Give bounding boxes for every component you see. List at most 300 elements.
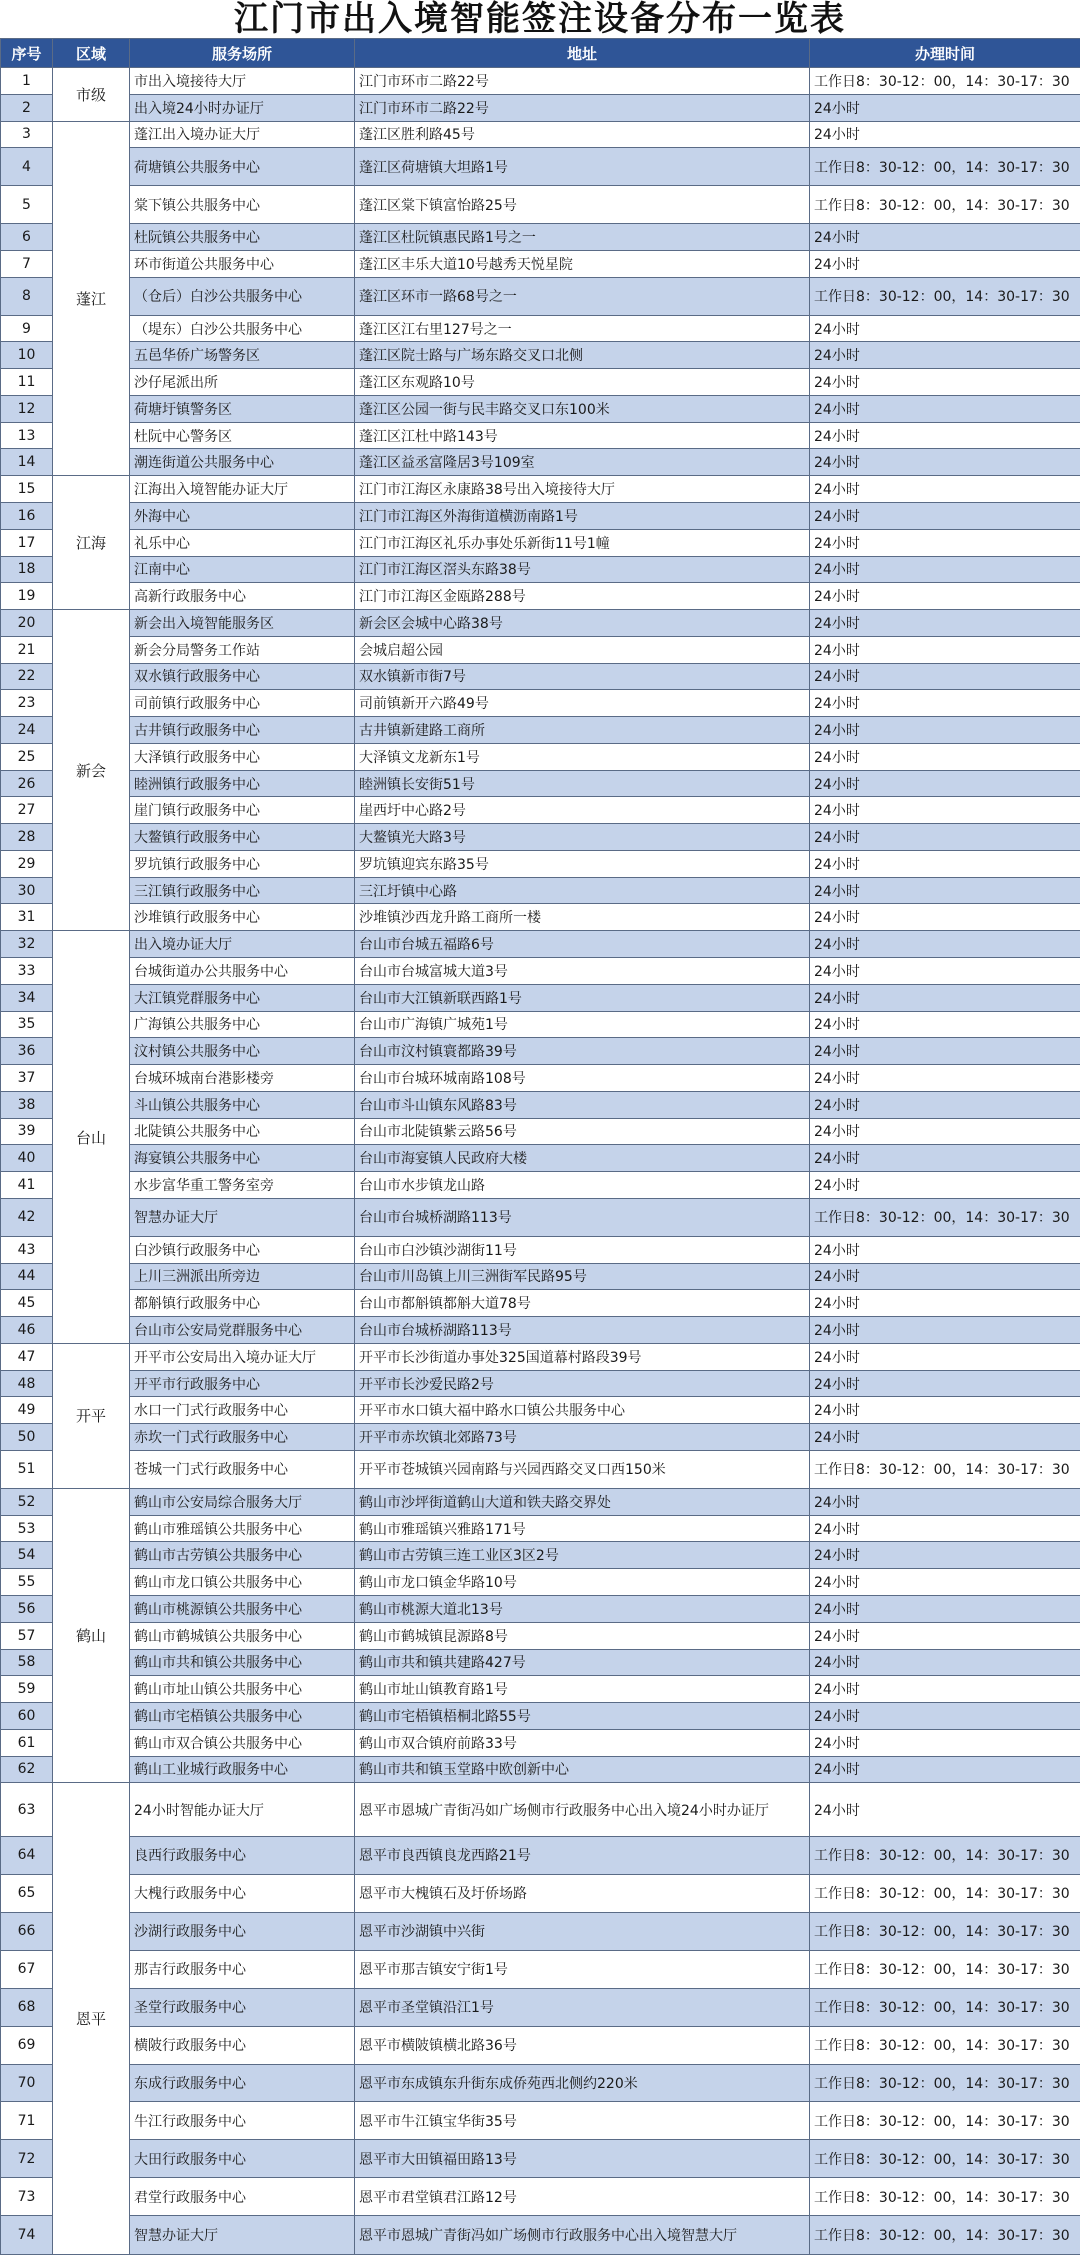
row-number: 25 xyxy=(1,743,53,770)
hours-cell: 工作日8：30-12：00，14：30-17：30 xyxy=(810,68,1080,95)
row-number: 27 xyxy=(1,797,53,824)
table-row xyxy=(1,68,1080,95)
venue-cell: 双水镇行政服务中心 xyxy=(130,663,355,690)
table-row xyxy=(1,850,1080,877)
table-row xyxy=(1,186,1080,224)
venue-cell: 江海出入境智能办证大厅 xyxy=(130,476,355,503)
row-number: 61 xyxy=(1,1729,53,1756)
header-hours: 办理时间 xyxy=(810,39,1080,68)
address-cell: 蓬江区院士路与广场东路交叉口北侧 xyxy=(355,342,810,369)
table-row xyxy=(1,2216,1080,2255)
venue-cell: 开平市公安局出入境办证大厅 xyxy=(130,1343,355,1370)
row-number: 33 xyxy=(1,958,53,985)
table-row xyxy=(1,1290,1080,1317)
hours-cell: 工作日8：30-12：00，14：30-17：30 xyxy=(810,148,1080,186)
hours-cell: 24小时 xyxy=(810,636,1080,663)
hours-cell: 工作日8：30-12：00，14：30-17：30 xyxy=(810,1198,1080,1236)
hours-cell: 24小时 xyxy=(810,342,1080,369)
venue-cell: 君堂行政服务中心 xyxy=(130,2178,355,2216)
row-number: 48 xyxy=(1,1370,53,1397)
row-number: 19 xyxy=(1,583,53,610)
venue-cell: 出入境24小时办证厅 xyxy=(130,94,355,121)
district-cell: 蓬江 xyxy=(53,121,130,476)
table-row xyxy=(1,1569,1080,1596)
table-row xyxy=(1,121,1080,148)
address-cell: 台山市北陡镇紫云路56号 xyxy=(355,1118,810,1145)
row-number: 13 xyxy=(1,422,53,449)
table-row xyxy=(1,1488,1080,1515)
venue-cell: 鹤山市双合镇公共服务中心 xyxy=(130,1729,355,1756)
table-row xyxy=(1,610,1080,637)
venue-cell: 横陂行政服务中心 xyxy=(130,2026,355,2064)
address-cell: 鹤山市共和镇玉堂路中欧创新中心 xyxy=(355,1756,810,1783)
hours-cell: 24小时 xyxy=(810,1515,1080,1542)
header-venue: 服务场所 xyxy=(130,39,355,68)
address-cell: 新会区会城中心路38号 xyxy=(355,610,810,637)
address-cell: 台山市广海镇广城苑1号 xyxy=(355,1011,810,1038)
row-number: 1 xyxy=(1,68,53,95)
row-number: 14 xyxy=(1,449,53,476)
row-number: 28 xyxy=(1,824,53,851)
table-row xyxy=(1,94,1080,121)
row-number: 45 xyxy=(1,1290,53,1317)
venue-cell: 大泽镇行政服务中心 xyxy=(130,743,355,770)
address-cell: 蓬江区棠下镇富怡路25号 xyxy=(355,186,810,224)
hours-cell: 工作日8：30-12：00，14：30-17：30 xyxy=(810,186,1080,224)
hours-cell: 24小时 xyxy=(810,1065,1080,1092)
address-cell: 大泽镇文龙新东1号 xyxy=(355,743,810,770)
hours-cell: 工作日8：30-12：00，14：30-17：30 xyxy=(810,277,1080,315)
header-district: 区域 xyxy=(53,39,130,68)
address-cell: 蓬江区荷塘镇大坦路1号 xyxy=(355,148,810,186)
row-number: 41 xyxy=(1,1172,53,1199)
row-number: 36 xyxy=(1,1038,53,1065)
venue-cell: 鹤山市共和镇公共服务中心 xyxy=(130,1649,355,1676)
venue-cell: 高新行政服务中心 xyxy=(130,583,355,610)
venue-cell: 出入境办证大厅 xyxy=(130,931,355,958)
hours-cell: 24小时 xyxy=(810,1542,1080,1569)
venue-cell: 大田行政服务中心 xyxy=(130,2140,355,2178)
table-row xyxy=(1,931,1080,958)
table-row xyxy=(1,1091,1080,1118)
address-cell: 鹤山市宅梧镇梧桐北路55号 xyxy=(355,1703,810,1730)
table-row xyxy=(1,636,1080,663)
address-cell: 恩平市大槐镇石及圩侨场路 xyxy=(355,1874,810,1912)
hours-cell: 24小时 xyxy=(810,1290,1080,1317)
venue-cell: 杜阮镇公共服务中心 xyxy=(130,224,355,251)
hours-cell: 24小时 xyxy=(810,224,1080,251)
table-row xyxy=(1,583,1080,610)
table-row xyxy=(1,1756,1080,1783)
row-number: 44 xyxy=(1,1263,53,1290)
table-row xyxy=(1,1783,1080,1837)
hours-cell: 工作日8：30-12：00，14：30-17：30 xyxy=(810,2102,1080,2140)
address-cell: 蓬江区杜阮镇惠民路1号之一 xyxy=(355,224,810,251)
venue-cell: 圣堂行政服务中心 xyxy=(130,1988,355,2026)
address-cell: 崖西圩中心路2号 xyxy=(355,797,810,824)
address-cell: 开平市苍城镇兴园南路与兴园西路交叉口西150米 xyxy=(355,1450,810,1488)
hours-cell: 24小时 xyxy=(810,877,1080,904)
address-cell: 蓬江区东观路10号 xyxy=(355,369,810,396)
hours-cell: 24小时 xyxy=(810,395,1080,422)
table-row xyxy=(1,1450,1080,1488)
row-number: 66 xyxy=(1,1912,53,1950)
table-row xyxy=(1,1912,1080,1950)
hours-cell: 24小时 xyxy=(810,1118,1080,1145)
venue-cell: 市出入境接待大厅 xyxy=(130,68,355,95)
address-cell: 台山市台城桥湖路113号 xyxy=(355,1317,810,1344)
table-row xyxy=(1,1397,1080,1424)
row-number: 11 xyxy=(1,369,53,396)
address-cell: 蓬江区益丞富隆居3号109室 xyxy=(355,449,810,476)
address-cell: 司前镇新开六路49号 xyxy=(355,690,810,717)
hours-cell: 24小时 xyxy=(810,121,1080,148)
row-number: 18 xyxy=(1,556,53,583)
address-cell: 江门市环市二路22号 xyxy=(355,94,810,121)
venue-cell: 大槐行政服务中心 xyxy=(130,1874,355,1912)
venue-cell: 环市街道公共服务中心 xyxy=(130,250,355,277)
venue-cell: 上川三洲派出所旁边 xyxy=(130,1263,355,1290)
hours-cell: 24小时 xyxy=(810,422,1080,449)
address-cell: 恩平市牛江镇宝华街35号 xyxy=(355,2102,810,2140)
hours-cell: 24小时 xyxy=(810,1343,1080,1370)
venue-cell: 赤坎一门式行政服务中心 xyxy=(130,1424,355,1451)
district-cell: 新会 xyxy=(53,610,130,931)
address-cell: 沙堆镇沙西龙升路工商所一楼 xyxy=(355,904,810,931)
row-number: 8 xyxy=(1,277,53,315)
row-number: 10 xyxy=(1,342,53,369)
address-cell: 会城启超公园 xyxy=(355,636,810,663)
row-number: 17 xyxy=(1,529,53,556)
venue-cell: 北陡镇公共服务中心 xyxy=(130,1118,355,1145)
venue-cell: 鹤山市公安局综合服务大厅 xyxy=(130,1488,355,1515)
table-row xyxy=(1,1370,1080,1397)
address-cell: 台山市汶村镇寰都路39号 xyxy=(355,1038,810,1065)
table-row xyxy=(1,1729,1080,1756)
address-cell: 鹤山市古劳镇三连工业区3区2号 xyxy=(355,1542,810,1569)
hours-cell: 24小时 xyxy=(810,1622,1080,1649)
address-cell: 鹤山市鹤城镇昆源路8号 xyxy=(355,1622,810,1649)
table-row xyxy=(1,1622,1080,1649)
table-row xyxy=(1,2064,1080,2102)
hours-cell: 24小时 xyxy=(810,610,1080,637)
venue-cell: 大鳌镇行政服务中心 xyxy=(130,824,355,851)
table-row xyxy=(1,2178,1080,2216)
hours-cell: 24小时 xyxy=(810,1595,1080,1622)
venue-cell: 司前镇行政服务中心 xyxy=(130,690,355,717)
hours-cell: 24小时 xyxy=(810,958,1080,985)
table-row xyxy=(1,342,1080,369)
row-number: 16 xyxy=(1,503,53,530)
venue-cell: 礼乐中心 xyxy=(130,529,355,556)
table-row xyxy=(1,717,1080,744)
address-cell: 台山市台城桥湖路113号 xyxy=(355,1198,810,1236)
venue-cell: 鹤山市鹤城镇公共服务中心 xyxy=(130,1622,355,1649)
venue-cell: 汶村镇公共服务中心 xyxy=(130,1038,355,1065)
hours-cell: 工作日8：30-12：00，14：30-17：30 xyxy=(810,2064,1080,2102)
hours-cell: 24小时 xyxy=(810,1569,1080,1596)
venue-cell: 睦洲镇行政服务中心 xyxy=(130,770,355,797)
address-cell: 江门市江海区礼乐办事处乐新街11号1幢 xyxy=(355,529,810,556)
address-cell: 恩平市横陂镇横北路36号 xyxy=(355,2026,810,2064)
table-row xyxy=(1,2102,1080,2140)
table-row xyxy=(1,743,1080,770)
row-number: 52 xyxy=(1,1488,53,1515)
address-cell: 鹤山市共和镇共建路427号 xyxy=(355,1649,810,1676)
address-cell: 蓬江区丰乐大道10号越秀天悦星院 xyxy=(355,250,810,277)
hours-cell: 24小时 xyxy=(810,1317,1080,1344)
row-number: 50 xyxy=(1,1424,53,1451)
table-row xyxy=(1,277,1080,315)
address-cell: 恩平市恩城广青街冯如广场侧市行政服务中心出入境24小时办证厅 xyxy=(355,1783,810,1837)
venue-cell: 沙湖行政服务中心 xyxy=(130,1912,355,1950)
table-row xyxy=(1,1263,1080,1290)
row-number: 58 xyxy=(1,1649,53,1676)
hours-cell: 工作日8：30-12：00，14：30-17：30 xyxy=(810,2026,1080,2064)
venue-cell: 罗坑镇行政服务中心 xyxy=(130,850,355,877)
hours-cell: 工作日8：30-12：00，14：30-17：30 xyxy=(810,2178,1080,2216)
address-cell: 恩平市大田镇福田路13号 xyxy=(355,2140,810,2178)
row-number: 55 xyxy=(1,1569,53,1596)
address-cell: 三江圩镇中心路 xyxy=(355,877,810,904)
address-cell: 蓬江区公园一街与民丰路交叉口东100米 xyxy=(355,395,810,422)
hours-cell: 24小时 xyxy=(810,931,1080,958)
venue-cell: 新会出入境智能服务区 xyxy=(130,610,355,637)
table-row xyxy=(1,395,1080,422)
row-number: 72 xyxy=(1,2140,53,2178)
row-number: 31 xyxy=(1,904,53,931)
hours-cell: 24小时 xyxy=(810,529,1080,556)
district-cell: 恩平 xyxy=(53,1783,130,2255)
table-row xyxy=(1,770,1080,797)
hours-cell: 工作日8：30-12：00，14：30-17：30 xyxy=(810,1912,1080,1950)
table-row xyxy=(1,1424,1080,1451)
address-cell: 古井镇新建路工商所 xyxy=(355,717,810,744)
table-row xyxy=(1,1950,1080,1988)
table-row xyxy=(1,1317,1080,1344)
row-number: 38 xyxy=(1,1091,53,1118)
table-row xyxy=(1,148,1080,186)
venue-cell: 杜阮中心警务区 xyxy=(130,422,355,449)
hours-cell: 工作日8：30-12：00，14：30-17：30 xyxy=(810,1450,1080,1488)
venue-cell: 荷塘镇公共服务中心 xyxy=(130,148,355,186)
hours-cell: 24小时 xyxy=(810,1145,1080,1172)
table-row xyxy=(1,503,1080,530)
hours-cell: 24小时 xyxy=(810,1370,1080,1397)
address-cell: 蓬江区江杜中路143号 xyxy=(355,422,810,449)
table-row xyxy=(1,1065,1080,1092)
row-number: 49 xyxy=(1,1397,53,1424)
address-cell: 鹤山市址山镇教育路1号 xyxy=(355,1676,810,1703)
district-cell: 开平 xyxy=(53,1343,130,1488)
row-number: 42 xyxy=(1,1198,53,1236)
table-row xyxy=(1,690,1080,717)
address-cell: 罗坑镇迎宾东路35号 xyxy=(355,850,810,877)
table-row xyxy=(1,877,1080,904)
address-cell: 台山市台城五福路6号 xyxy=(355,931,810,958)
address-cell: 大鳌镇光大路3号 xyxy=(355,824,810,851)
hours-cell: 24小时 xyxy=(810,94,1080,121)
hours-cell: 24小时 xyxy=(810,315,1080,342)
table-row xyxy=(1,556,1080,583)
row-number: 57 xyxy=(1,1622,53,1649)
row-number: 67 xyxy=(1,1950,53,1988)
device-distribution-table xyxy=(0,38,1080,2255)
address-cell: 睦洲镇长安街51号 xyxy=(355,770,810,797)
address-cell: 鹤山市桃源大道北13号 xyxy=(355,1595,810,1622)
hours-cell: 24小时 xyxy=(810,690,1080,717)
address-cell: 蓬江区环市一路68号之一 xyxy=(355,277,810,315)
table-row xyxy=(1,1649,1080,1676)
row-number: 23 xyxy=(1,690,53,717)
venue-cell: 五邑华侨广场警务区 xyxy=(130,342,355,369)
row-number: 59 xyxy=(1,1676,53,1703)
table-row xyxy=(1,904,1080,931)
address-cell: 恩平市恩城广青街冯如广场侧市行政服务中心出入境智慧大厅 xyxy=(355,2216,810,2255)
hours-cell: 24小时 xyxy=(810,904,1080,931)
table-row xyxy=(1,2140,1080,2178)
row-number: 68 xyxy=(1,1988,53,2026)
venue-cell: 沙堆镇行政服务中心 xyxy=(130,904,355,931)
table-row xyxy=(1,1011,1080,1038)
venue-cell: 大江镇党群服务中心 xyxy=(130,984,355,1011)
table-row xyxy=(1,1118,1080,1145)
row-number: 39 xyxy=(1,1118,53,1145)
row-number: 46 xyxy=(1,1317,53,1344)
venue-cell: 古井镇行政服务中心 xyxy=(130,717,355,744)
hours-cell: 工作日8：30-12：00，14：30-17：30 xyxy=(810,1874,1080,1912)
row-number: 43 xyxy=(1,1236,53,1263)
venue-cell: 斗山镇公共服务中心 xyxy=(130,1091,355,1118)
address-cell: 恩平市沙湖镇中兴街 xyxy=(355,1912,810,1950)
row-number: 20 xyxy=(1,610,53,637)
address-cell: 双水镇新市街7号 xyxy=(355,663,810,690)
venue-cell: 鹤山市龙口镇公共服务中心 xyxy=(130,1569,355,1596)
hours-cell: 24小时 xyxy=(810,1263,1080,1290)
address-cell: 恩平市东成镇东升街东成侨苑西北侧约220米 xyxy=(355,2064,810,2102)
row-number: 35 xyxy=(1,1011,53,1038)
address-cell: 台山市台城环城南路108号 xyxy=(355,1065,810,1092)
row-number: 7 xyxy=(1,250,53,277)
venue-cell: 都斛镇行政服务中心 xyxy=(130,1290,355,1317)
table-row xyxy=(1,984,1080,1011)
venue-cell: 那吉行政服务中心 xyxy=(130,1950,355,1988)
address-cell: 台山市白沙镇沙湖街11号 xyxy=(355,1236,810,1263)
hours-cell: 24小时 xyxy=(810,556,1080,583)
address-cell: 台山市海宴镇人民政府大楼 xyxy=(355,1145,810,1172)
address-cell: 开平市长沙街道办事处325国道幕村路段39号 xyxy=(355,1343,810,1370)
hours-cell: 工作日8：30-12：00，14：30-17：30 xyxy=(810,2140,1080,2178)
row-number: 21 xyxy=(1,636,53,663)
venue-cell: 外海中心 xyxy=(130,503,355,530)
row-number: 15 xyxy=(1,476,53,503)
hours-cell: 工作日8：30-12：00，14：30-17：30 xyxy=(810,1950,1080,1988)
row-number: 54 xyxy=(1,1542,53,1569)
address-cell: 鹤山市龙口镇金华路10号 xyxy=(355,1569,810,1596)
hours-cell: 24小时 xyxy=(810,1649,1080,1676)
venue-cell: 台城街道办公共服务中心 xyxy=(130,958,355,985)
hours-cell: 24小时 xyxy=(810,1172,1080,1199)
table-row xyxy=(1,224,1080,251)
hours-cell: 24小时 xyxy=(810,1729,1080,1756)
row-number: 4 xyxy=(1,148,53,186)
table-row xyxy=(1,663,1080,690)
district-cell: 台山 xyxy=(53,931,130,1344)
row-number: 71 xyxy=(1,2102,53,2140)
address-cell: 台山市都斛镇都斛大道78号 xyxy=(355,1290,810,1317)
table-row xyxy=(1,1542,1080,1569)
table-row xyxy=(1,1198,1080,1236)
row-number: 56 xyxy=(1,1595,53,1622)
venue-cell: 水口一门式行政服务中心 xyxy=(130,1397,355,1424)
hours-cell: 24小时 xyxy=(810,984,1080,1011)
venue-cell: 东成行政服务中心 xyxy=(130,2064,355,2102)
address-cell: 鹤山市双合镇府前路33号 xyxy=(355,1729,810,1756)
venue-cell: 海宴镇公共服务中心 xyxy=(130,1145,355,1172)
venue-cell: 水步富华重工警务室旁 xyxy=(130,1172,355,1199)
district-cell: 江海 xyxy=(53,476,130,610)
table-row xyxy=(1,1515,1080,1542)
hours-cell: 24小时 xyxy=(810,250,1080,277)
table-row xyxy=(1,1038,1080,1065)
hours-cell: 24小时 xyxy=(810,1091,1080,1118)
address-cell: 台山市水步镇龙山路 xyxy=(355,1172,810,1199)
table-row xyxy=(1,797,1080,824)
row-number: 5 xyxy=(1,186,53,224)
hours-cell: 24小时 xyxy=(810,1038,1080,1065)
venue-cell: 24小时智能办证大厅 xyxy=(130,1783,355,1837)
hours-cell: 24小时 xyxy=(810,503,1080,530)
venue-cell: 鹤山市宅梧镇公共服务中心 xyxy=(130,1703,355,1730)
venue-cell: 智慧办证大厅 xyxy=(130,2216,355,2255)
venue-cell: 鹤山市古劳镇公共服务中心 xyxy=(130,1542,355,1569)
hours-cell: 工作日8：30-12：00，14：30-17：30 xyxy=(810,1836,1080,1874)
venue-cell: 鹤山市桃源镇公共服务中心 xyxy=(130,1595,355,1622)
row-number: 34 xyxy=(1,984,53,1011)
table-row xyxy=(1,1343,1080,1370)
row-number: 64 xyxy=(1,1836,53,1874)
venue-cell: 白沙镇行政服务中心 xyxy=(130,1236,355,1263)
venue-cell: 蓬江出入境办证大厅 xyxy=(130,121,355,148)
row-number: 37 xyxy=(1,1065,53,1092)
venue-cell: 江南中心 xyxy=(130,556,355,583)
table-row xyxy=(1,1145,1080,1172)
address-cell: 蓬江区江右里127号之一 xyxy=(355,315,810,342)
table-row xyxy=(1,1874,1080,1912)
table-row xyxy=(1,2026,1080,2064)
hours-cell: 24小时 xyxy=(810,1488,1080,1515)
row-number: 6 xyxy=(1,224,53,251)
venue-cell: 荷塘圩镇警务区 xyxy=(130,395,355,422)
district-cell: 市级 xyxy=(53,68,130,122)
row-number: 12 xyxy=(1,395,53,422)
hours-cell: 24小时 xyxy=(810,1236,1080,1263)
address-cell: 恩平市那吉镇安宁街1号 xyxy=(355,1950,810,1988)
venue-cell: 鹤山市雅瑶镇公共服务中心 xyxy=(130,1515,355,1542)
table-row xyxy=(1,1676,1080,1703)
hours-cell: 24小时 xyxy=(810,583,1080,610)
table-row xyxy=(1,1236,1080,1263)
address-cell: 台山市川岛镇上川三洲街军民路95号 xyxy=(355,1263,810,1290)
venue-cell: 崖门镇行政服务中心 xyxy=(130,797,355,824)
address-cell: 开平市水口镇大福中路水口镇公共服务中心 xyxy=(355,1397,810,1424)
table-row xyxy=(1,1836,1080,1874)
venue-cell: 开平市行政服务中心 xyxy=(130,1370,355,1397)
hours-cell: 24小时 xyxy=(810,476,1080,503)
venue-cell: 苍城一门式行政服务中心 xyxy=(130,1450,355,1488)
row-number: 30 xyxy=(1,877,53,904)
row-number: 73 xyxy=(1,2178,53,2216)
